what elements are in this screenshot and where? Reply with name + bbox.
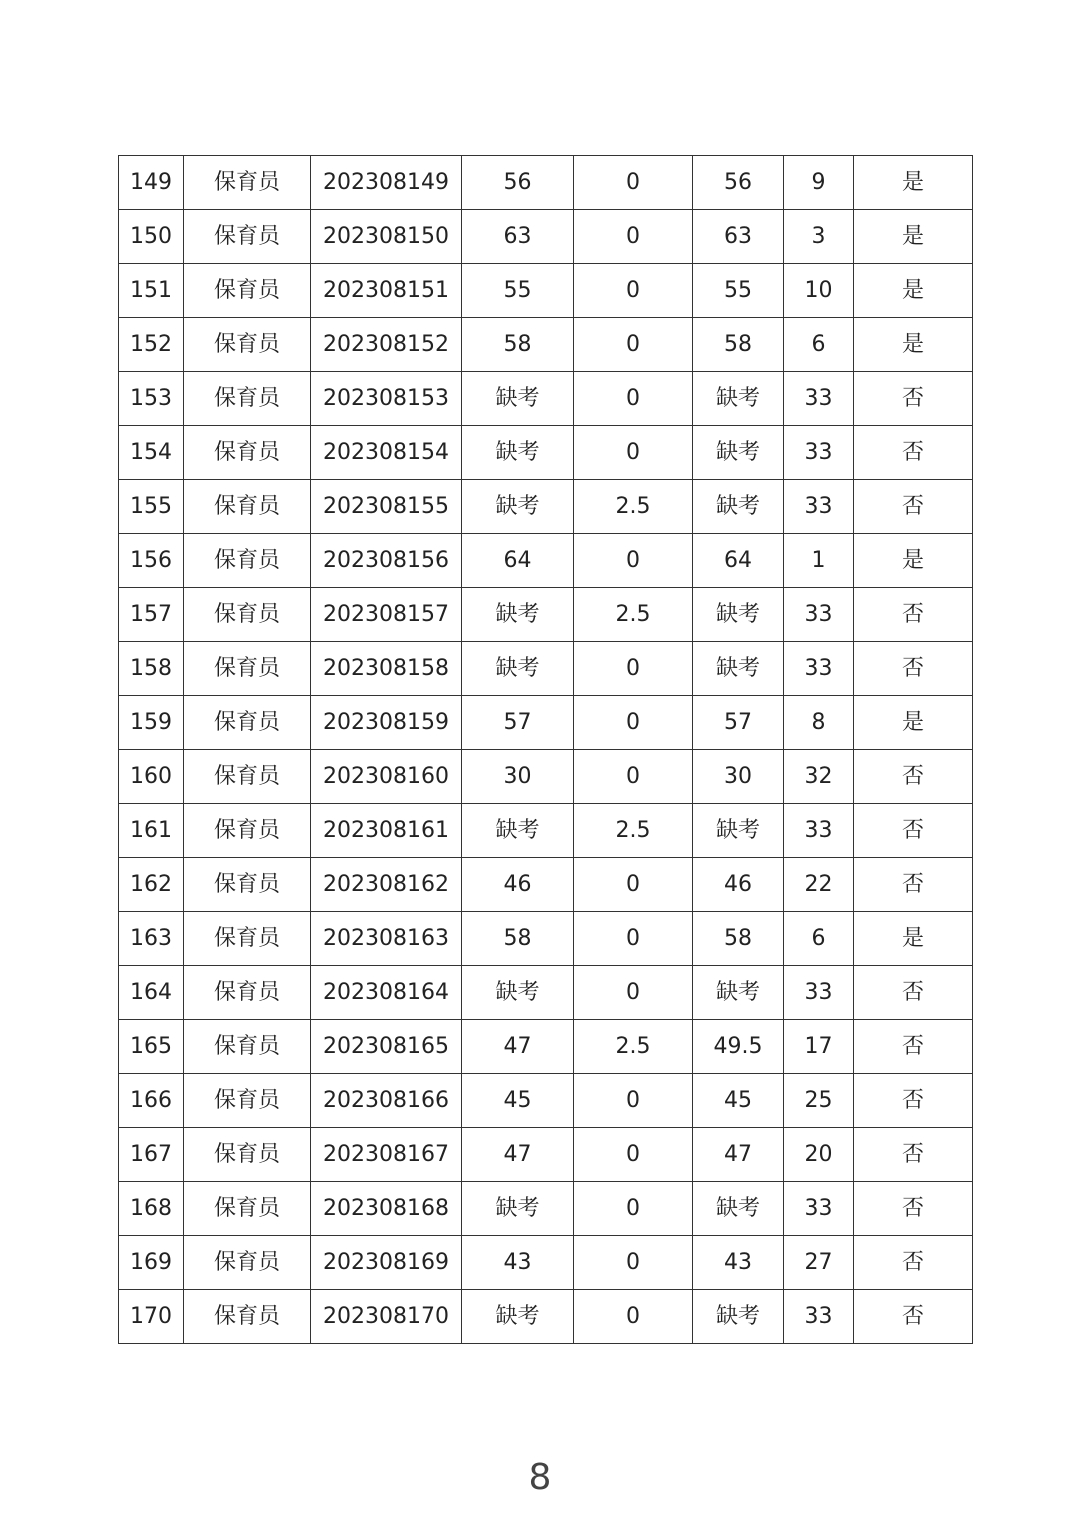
position-cell: 保育员 [184,426,311,480]
seq-cell: 164 [119,966,184,1020]
rank-cell: 33 [784,372,854,426]
rank-cell: 25 [784,1074,854,1128]
total-score-cell: 缺考 [693,588,784,642]
rank-cell: 17 [784,1020,854,1074]
bonus-score-cell: 0 [574,318,693,372]
rank-cell: 32 [784,750,854,804]
qualified-cell: 是 [854,318,973,372]
table-row [119,912,973,966]
bonus-score-cell: 2.5 [574,1020,693,1074]
rank-cell: 33 [784,1182,854,1236]
total-score-cell: 64 [693,534,784,588]
exam-number-cell: 202308161 [311,804,462,858]
seq-cell: 162 [119,858,184,912]
total-score-cell: 57 [693,696,784,750]
position-cell: 保育员 [184,1128,311,1182]
seq-cell: 170 [119,1290,184,1344]
written-score-cell: 64 [462,534,574,588]
rank-cell: 6 [784,912,854,966]
table-row [119,156,973,210]
written-score-cell: 缺考 [462,372,574,426]
total-score-cell: 63 [693,210,784,264]
seq-cell: 167 [119,1128,184,1182]
qualified-cell: 否 [854,1236,973,1290]
seq-cell: 149 [119,156,184,210]
table-row [119,1020,973,1074]
exam-number-cell: 202308150 [311,210,462,264]
rank-cell: 33 [784,966,854,1020]
exam-number-cell: 202308167 [311,1128,462,1182]
written-score-cell: 缺考 [462,966,574,1020]
position-cell: 保育员 [184,372,311,426]
qualified-cell: 否 [854,642,973,696]
rank-cell: 10 [784,264,854,318]
bonus-score-cell: 0 [574,750,693,804]
written-score-cell: 30 [462,750,574,804]
exam-number-cell: 202308155 [311,480,462,534]
written-score-cell: 56 [462,156,574,210]
exam-number-cell: 202308169 [311,1236,462,1290]
exam-number-cell: 202308168 [311,1182,462,1236]
position-cell: 保育员 [184,642,311,696]
exam-number-cell: 202308156 [311,534,462,588]
exam-number-cell: 202308153 [311,372,462,426]
position-cell: 保育员 [184,264,311,318]
written-score-cell: 缺考 [462,804,574,858]
table-row [119,588,973,642]
position-cell: 保育员 [184,1182,311,1236]
table-row [119,1290,973,1344]
table-row [119,426,973,480]
exam-number-cell: 202308160 [311,750,462,804]
seq-cell: 151 [119,264,184,318]
exam-number-cell: 202308154 [311,426,462,480]
qualified-cell: 否 [854,1020,973,1074]
bonus-score-cell: 0 [574,1074,693,1128]
exam-number-cell: 202308170 [311,1290,462,1344]
total-score-cell: 58 [693,912,784,966]
table-row [119,1182,973,1236]
written-score-cell: 缺考 [462,426,574,480]
seq-cell: 150 [119,210,184,264]
exam-number-cell: 202308158 [311,642,462,696]
seq-cell: 152 [119,318,184,372]
total-score-cell: 58 [693,318,784,372]
position-cell: 保育员 [184,804,311,858]
table-row [119,534,973,588]
rank-cell: 6 [784,318,854,372]
bonus-score-cell: 2.5 [574,480,693,534]
position-cell: 保育员 [184,318,311,372]
written-score-cell: 45 [462,1074,574,1128]
total-score-cell: 缺考 [693,642,784,696]
rank-cell: 33 [784,804,854,858]
position-cell: 保育员 [184,156,311,210]
total-score-cell: 缺考 [693,372,784,426]
exam-number-cell: 202308163 [311,912,462,966]
total-score-cell: 45 [693,1074,784,1128]
rank-cell: 20 [784,1128,854,1182]
qualified-cell: 是 [854,210,973,264]
table-row [119,372,973,426]
bonus-score-cell: 0 [574,1182,693,1236]
position-cell: 保育员 [184,210,311,264]
rank-cell: 3 [784,210,854,264]
position-cell: 保育员 [184,750,311,804]
rank-cell: 33 [784,426,854,480]
total-score-cell: 56 [693,156,784,210]
total-score-cell: 43 [693,1236,784,1290]
table-row [119,966,973,1020]
total-score-cell: 缺考 [693,1182,784,1236]
seq-cell: 156 [119,534,184,588]
seq-cell: 155 [119,480,184,534]
qualified-cell: 是 [854,534,973,588]
total-score-cell: 46 [693,858,784,912]
total-score-cell: 30 [693,750,784,804]
table-body [119,156,973,1344]
seq-cell: 157 [119,588,184,642]
qualified-cell: 否 [854,1290,973,1344]
bonus-score-cell: 0 [574,264,693,318]
written-score-cell: 缺考 [462,1182,574,1236]
rank-cell: 33 [784,642,854,696]
rank-cell: 9 [784,156,854,210]
total-score-cell: 缺考 [693,480,784,534]
qualified-cell: 是 [854,264,973,318]
bonus-score-cell: 0 [574,912,693,966]
written-score-cell: 63 [462,210,574,264]
qualified-cell: 否 [854,480,973,534]
exam-number-cell: 202308162 [311,858,462,912]
table-row [119,858,973,912]
exam-number-cell: 202308166 [311,1074,462,1128]
rank-cell: 33 [784,1290,854,1344]
written-score-cell: 58 [462,912,574,966]
bonus-score-cell: 0 [574,642,693,696]
seq-cell: 169 [119,1236,184,1290]
written-score-cell: 46 [462,858,574,912]
total-score-cell: 缺考 [693,966,784,1020]
qualified-cell: 否 [854,750,973,804]
written-score-cell: 47 [462,1128,574,1182]
position-cell: 保育员 [184,1074,311,1128]
qualified-cell: 是 [854,912,973,966]
table-row [119,642,973,696]
position-cell: 保育员 [184,588,311,642]
bonus-score-cell: 0 [574,534,693,588]
table-row [119,210,973,264]
bonus-score-cell: 0 [574,426,693,480]
position-cell: 保育员 [184,966,311,1020]
seq-cell: 154 [119,426,184,480]
score-table [118,155,973,1344]
qualified-cell: 否 [854,426,973,480]
rank-cell: 22 [784,858,854,912]
exam-number-cell: 202308164 [311,966,462,1020]
qualified-cell: 否 [854,372,973,426]
bonus-score-cell: 0 [574,1290,693,1344]
position-cell: 保育员 [184,858,311,912]
position-cell: 保育员 [184,534,311,588]
qualified-cell: 是 [854,696,973,750]
exam-number-cell: 202308151 [311,264,462,318]
rank-cell: 27 [784,1236,854,1290]
exam-number-cell: 202308149 [311,156,462,210]
bonus-score-cell: 0 [574,372,693,426]
total-score-cell: 缺考 [693,804,784,858]
total-score-cell: 缺考 [693,426,784,480]
bonus-score-cell: 0 [574,966,693,1020]
total-score-cell: 55 [693,264,784,318]
table-row [119,696,973,750]
qualified-cell: 否 [854,966,973,1020]
written-score-cell: 缺考 [462,1290,574,1344]
bonus-score-cell: 2.5 [574,588,693,642]
position-cell: 保育员 [184,912,311,966]
rank-cell: 33 [784,480,854,534]
exam-number-cell: 202308165 [311,1020,462,1074]
rank-cell: 33 [784,588,854,642]
written-score-cell: 缺考 [462,480,574,534]
written-score-cell: 缺考 [462,642,574,696]
written-score-cell: 58 [462,318,574,372]
exam-number-cell: 202308159 [311,696,462,750]
qualified-cell: 否 [854,804,973,858]
seq-cell: 160 [119,750,184,804]
position-cell: 保育员 [184,480,311,534]
seq-cell: 158 [119,642,184,696]
position-cell: 保育员 [184,1020,311,1074]
qualified-cell: 是 [854,156,973,210]
position-cell: 保育员 [184,1236,311,1290]
table-row [119,1236,973,1290]
table-row [119,804,973,858]
seq-cell: 163 [119,912,184,966]
bonus-score-cell: 0 [574,1128,693,1182]
rank-cell: 1 [784,534,854,588]
exam-number-cell: 202308152 [311,318,462,372]
page-number: 8 [528,1457,552,1498]
table-row [119,480,973,534]
qualified-cell: 否 [854,1128,973,1182]
written-score-cell: 缺考 [462,588,574,642]
qualified-cell: 否 [854,1182,973,1236]
seq-cell: 161 [119,804,184,858]
qualified-cell: 否 [854,588,973,642]
bonus-score-cell: 0 [574,1236,693,1290]
position-cell: 保育员 [184,696,311,750]
total-score-cell: 47 [693,1128,784,1182]
bonus-score-cell: 0 [574,696,693,750]
qualified-cell: 否 [854,1074,973,1128]
bonus-score-cell: 2.5 [574,804,693,858]
table-row [119,750,973,804]
table-row [119,1128,973,1182]
table-row [119,318,973,372]
seq-cell: 168 [119,1182,184,1236]
position-cell: 保育员 [184,1290,311,1344]
seq-cell: 166 [119,1074,184,1128]
written-score-cell: 57 [462,696,574,750]
written-score-cell: 47 [462,1020,574,1074]
rank-cell: 8 [784,696,854,750]
seq-cell: 165 [119,1020,184,1074]
table-row [119,264,973,318]
qualified-cell: 否 [854,858,973,912]
seq-cell: 159 [119,696,184,750]
bonus-score-cell: 0 [574,156,693,210]
table-row [119,1074,973,1128]
written-score-cell: 55 [462,264,574,318]
seq-cell: 153 [119,372,184,426]
total-score-cell: 缺考 [693,1290,784,1344]
written-score-cell: 43 [462,1236,574,1290]
bonus-score-cell: 0 [574,858,693,912]
bonus-score-cell: 0 [574,210,693,264]
total-score-cell: 49.5 [693,1020,784,1074]
exam-number-cell: 202308157 [311,588,462,642]
